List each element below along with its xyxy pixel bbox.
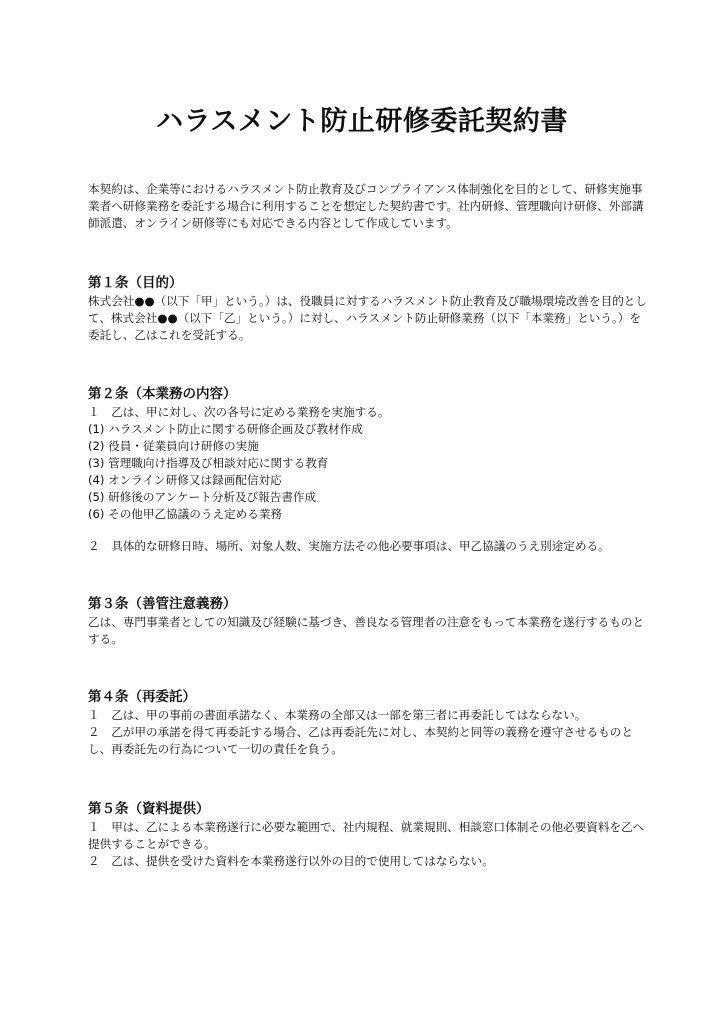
article-heading: 第５条（資料提供） <box>88 801 210 817</box>
article-2 <box>88 384 648 555</box>
article-heading: 第１条（目的） <box>88 275 183 291</box>
article-heading: 第４条（再委託） <box>88 689 196 705</box>
article-paragraph: 乙は、専門事業者としての知識及び経験に基づき、善良なる管理者の注意をもって本業務を遂行するものとする。 <box>88 615 645 646</box>
article-heading: 第３条（善管注意義務） <box>88 596 237 612</box>
article-paragraph: ２ 乙は、提供を受けた資料を本業務遂行以外の目的で使用してはならない。 <box>88 854 494 868</box>
list-item: (3) 管理職向け指導及び相談対応に関する教育 <box>88 456 329 470</box>
article-paragraph: １ 乙は、甲に対し、次の各号に定める業務を実施する。 <box>88 405 390 419</box>
list-item: (4) オンライン研修又は録画配信対応 <box>88 473 282 487</box>
paragraph-gap <box>88 523 648 538</box>
article-paragraph: ２ 具体的な研修日時、場所、対象人数、実施方法その他必要事項は、甲乙協議のうえ別途定める。 <box>88 539 610 553</box>
intro-paragraph: 本契約は、企業等におけるハラスメント防止教育及びコンプライアンス体制強化を目的として、研修実施事業者へ研修業務を委託する場合に利用することを想定した契約書です。社内研修、管理職向け研修、外部講師派遣、オンライン研修等にも対応できる内容として作成しています。 <box>88 182 644 230</box>
article-body <box>88 819 648 870</box>
article-5 <box>88 799 648 870</box>
document-title: ハラスメント防止研修委託契約書 <box>156 106 568 137</box>
article-heading: 第２条（本業務の内容） <box>88 386 237 402</box>
article-body <box>88 707 648 758</box>
article-3 <box>88 594 648 648</box>
article-paragraph: 株式会社●●（以下「甲」という。）は、役職員に対するハラスメント防止教育及び職場環境改善を目的として、株式会社●●（以下「乙」という。）に対し、ハラスメント防止研修業務（以下「本業務」という。）を委託し、乙はこれを受託する。 <box>88 294 647 342</box>
article-body <box>88 293 648 344</box>
article-paragraph: ２ 乙が甲の承諾を得て再委託する場合、乙は再委託先に対し、本契約と同等の義務を遵守させるものとし、再委託先の行為について一切の責任を負う。 <box>88 725 633 756</box>
list-item: (5) 研修後のアンケート分析及び報告書作成 <box>88 490 317 504</box>
article-body <box>88 404 648 555</box>
list-item: (6) その他甲乙協議のうえ定める業務 <box>88 507 283 521</box>
article-1 <box>88 273 648 344</box>
article-paragraph: １ 甲は、乙による本業務遂行に必要な範囲で、社内規程、就業規則、相談窓口体制その他必要資料を乙へ提供することができる。 <box>88 820 645 851</box>
article-body <box>88 614 648 648</box>
article-4 <box>88 687 648 758</box>
list-item: (1) ハラスメント防止に関する研修企画及び教材作成 <box>88 422 363 436</box>
article-paragraph: １ 乙は、甲の事前の書面承諾なく、本業務の全部又は一部を第三者に再委託してはならない。 <box>88 708 587 722</box>
list-item: (2) 役員・従業員向け研修の実施 <box>88 439 259 453</box>
